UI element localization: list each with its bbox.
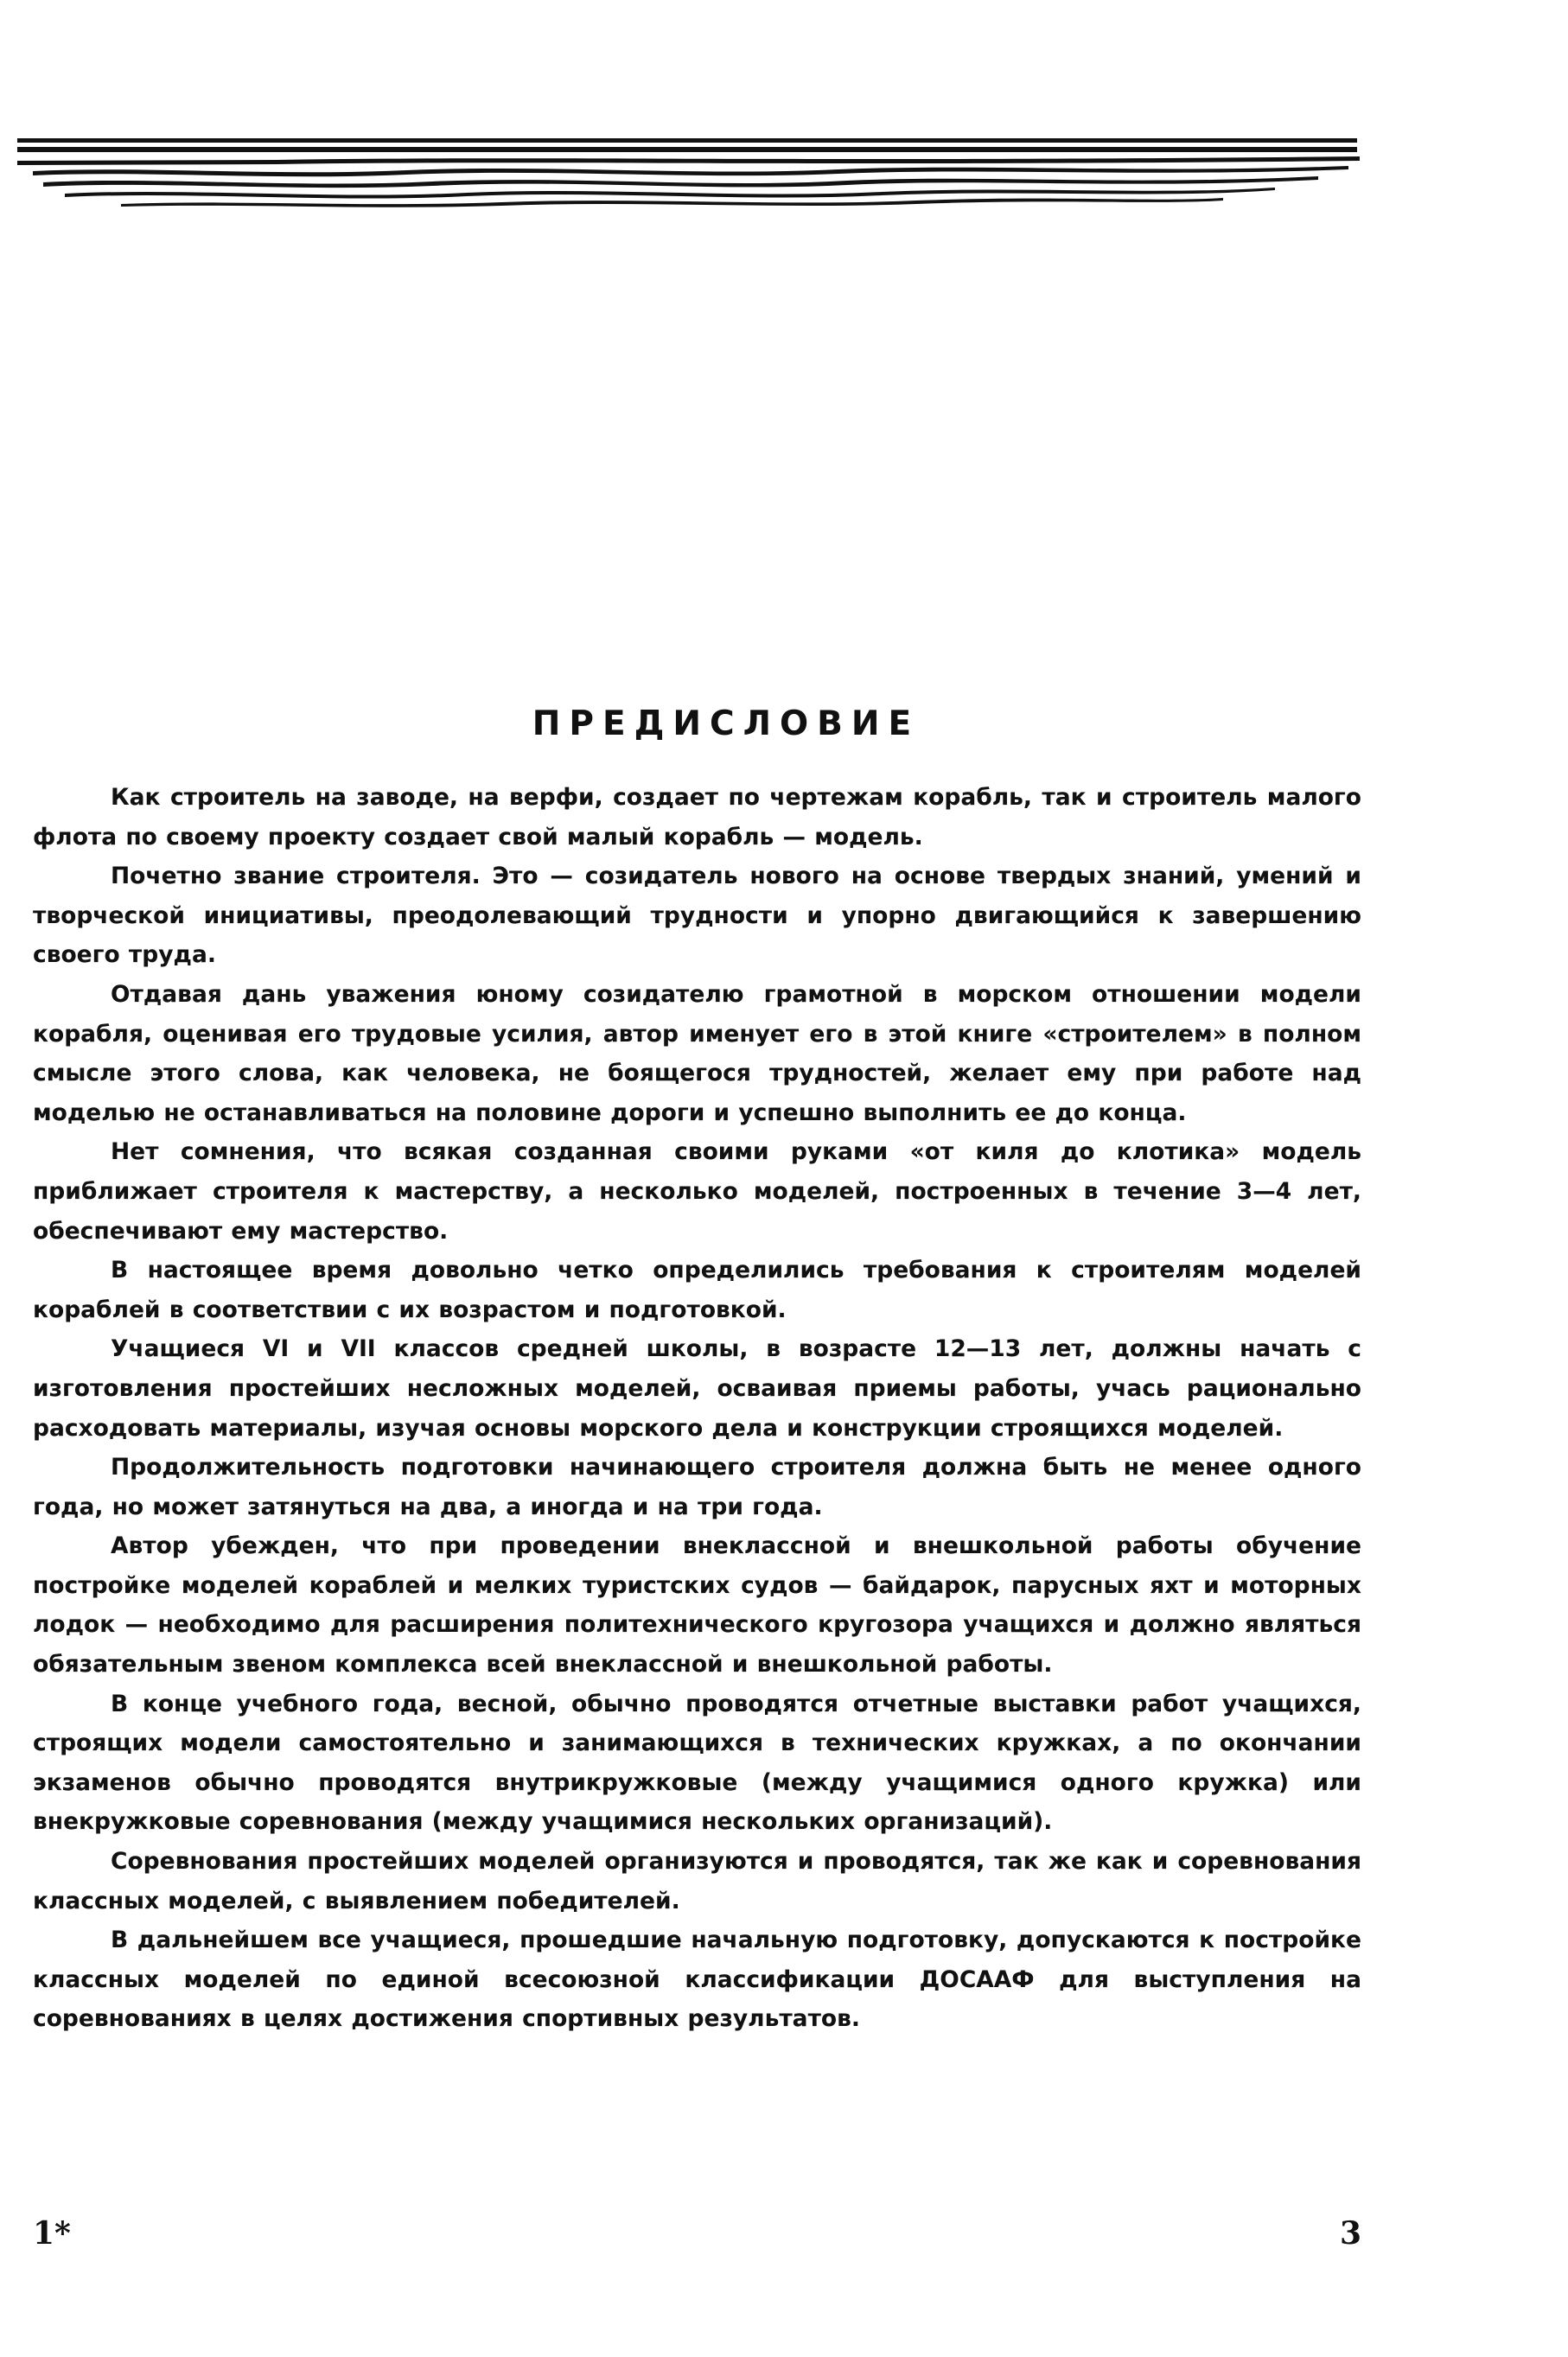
paragraph: В настоящее время довольно четко определились требования к строителям моделей кораблей в соответствии с их возрастом и подготовкой. — [33, 1257, 1361, 1323]
wave-lines-ornament — [17, 128, 1361, 210]
paragraph: Учащиеся VI и VII классов средней школы, в возрасте 12—13 лет, должны начать с изготовления простейших несложных моделей, осваивая приемы работы, учась рационально расходовать материалы, изучая основы морского дела и конструкции строящихся моделей. — [33, 1335, 1361, 1442]
paragraph: В конце учебного года, весной, обычно проводятся отчетные выставки работ учащихся, строящих модели самостоятельно и занимающихся в технических кружках, а по окончании экзаменов обычно проводятся внутрикружковые (между учащимися одного кружка) или внекружковые соревнования (между учащимися нескольких организаций). — [33, 1690, 1361, 1836]
paragraph: Почетно звание строителя. Это — созидатель нового на основе твердых знаний, умений и творческой инициативы, преодолевающий трудности и упорно двигающийся к завершению своего труда. — [33, 863, 1361, 969]
paragraph: Нет сомнения, что всякая созданная своими руками «от киля до клотика» модель приближает строителя к мастерству, а несколько моделей, построенных в течение 3—4 лет, обеспечивают ему мастерство. — [33, 1138, 1361, 1245]
preface-body — [33, 778, 1361, 2039]
page-number: 3 — [1339, 2215, 1361, 2252]
paragraph: Соревнования простейших моделей организуются и проводятся, так же как и соревнования классных моделей, с выявлением победителей. — [33, 1848, 1361, 1914]
paragraph: В дальнейшем все учащиеся, прошедшие начальную подготовку, допускаются к постройке классных моделей по единой всесоюзной классификации ДОСААФ для выступления на соревнованиях в целях достижения спортивных результатов. — [33, 1927, 1361, 2033]
paragraph: Отдавая дань уважения юному созидателю грамотной в морском отношении модели корабля, оценивая его трудовые усилия, автор именует его в этой книге «строителем» в полном смысле этого слова, как человека, не боящегося трудностей, желает ему при работе над моделью не останавливаться на половине дороги и успешно выполнить ее до конца. — [33, 980, 1361, 1126]
page-title: ПРЕДИСЛОВИЕ — [532, 704, 921, 743]
paragraph: Продолжительность подготовки начинающего строителя должна быть не менее одного года, но может затянуться на два, а иногда и на три года. — [33, 1454, 1361, 1520]
paragraph: Как строитель на заводе, на верфи, создает по чертежам корабль, так и строитель малого флота по своему проекту создает свой малый корабль — модель. — [33, 784, 1361, 850]
signature-mark: 1* — [33, 2215, 71, 2252]
paragraph: Автор убежден, что при проведении внеклассной и внешкольной работы обучение постройке моделей кораблей и мелких туристских судов — байдарок, парусных яхт и моторных лодок — необходимо для расширения политехнического кругозора учащихся и должно являться обязательным звеном комплекса всей внеклассной и внешкольной работы. — [33, 1532, 1361, 1679]
